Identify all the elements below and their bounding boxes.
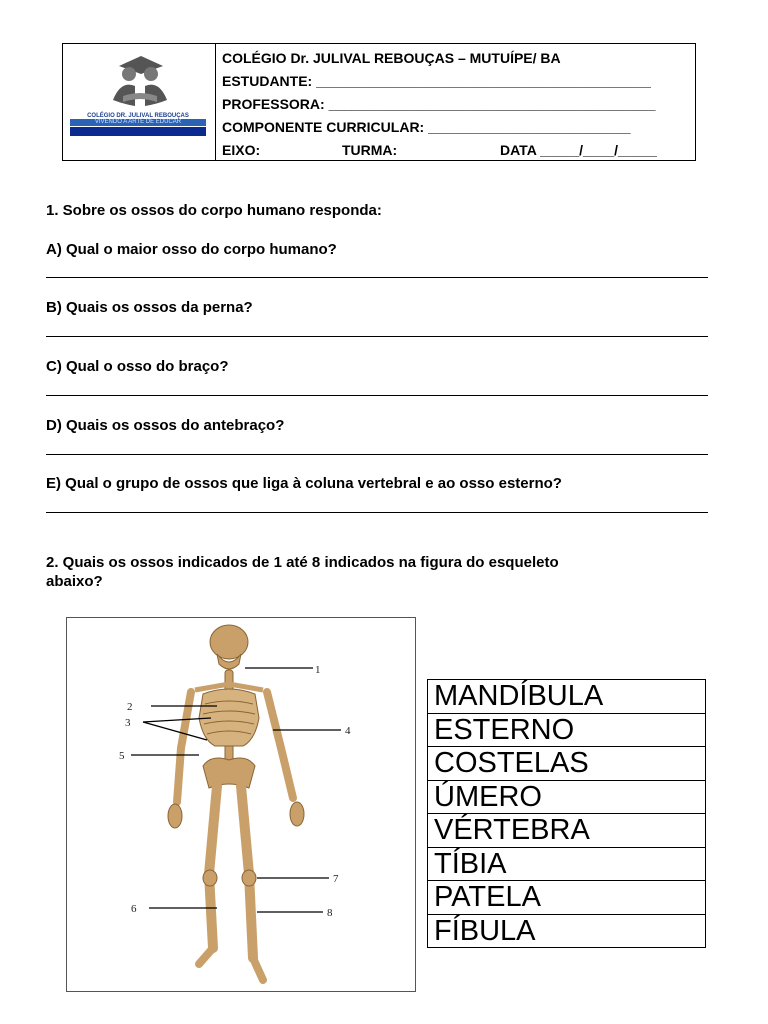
teacher-field[interactable]: PROFESSORA: __________________________________________ [222,96,656,112]
word-bank-item: COSTELAS [428,747,706,781]
word-bank-table [427,679,706,948]
logo-school-name: COLÉGIO DR. JULIVAL REBOUÇAS [87,113,189,119]
logo-band [70,113,206,135]
logo-stripe [70,127,206,136]
question-c: C) Qual o osso do braço? [46,358,229,375]
word-bank-row [428,680,706,714]
figure-label-7: 7 [333,873,339,885]
question-b: B) Quais os ossos da perna? [46,299,253,316]
header-table [62,43,696,161]
word-bank-item: ESTERNO [428,713,706,747]
figure-label-5: 5 [119,750,125,762]
word-bank-item: MANDÍBULA [428,680,706,714]
figure-label-8: 8 [327,907,333,919]
question-1-title: 1. Sobre os ossos do corpo humano responda: [46,202,382,219]
word-bank-item: TÍBIA [428,847,706,881]
question-d: D) Quais os ossos do antebraço? [46,417,285,434]
logo-motto: VIVENDO A ARTE DE EDUCAR [70,119,206,126]
word-bank-item: FÍBULA [428,914,706,948]
figure-label-3: 3 [125,717,131,729]
eixo-field[interactable]: EIXO: [222,142,261,158]
word-bank-row [428,881,706,915]
figure-label-6: 6 [131,903,137,915]
student-field[interactable]: ESTUDANTE: ___________________________________________ [222,73,651,89]
answer-line-b[interactable] [46,336,708,337]
turma-field[interactable]: TURMA: [342,142,398,158]
skeleton-illustration [67,618,417,993]
subject-field[interactable]: COMPONENTE CURRICULAR: __________________________ [222,119,631,135]
school-logo-icon [63,52,215,122]
figure-label-4: 4 [345,725,351,737]
word-bank-item: PATELA [428,881,706,915]
figure-label-2: 2 [127,701,133,713]
question-2-line1: 2. Quais os ossos indicados de 1 até 8 indicados na figura do esqueleto [46,554,559,571]
date-field[interactable]: DATA _____/____/_____ [500,142,657,158]
word-bank-row [428,914,706,948]
school-title: COLÉGIO Dr. JULIVAL REBOUÇAS – MUTUÍPE/ BA [222,50,561,66]
word-bank-item: ÚMERO [428,780,706,814]
word-bank-row [428,747,706,781]
header-info [216,44,695,160]
word-bank-row [428,847,706,881]
word-bank-row [428,814,706,848]
eixo-turma-data-row [222,139,695,162]
answer-line-e[interactable] [46,512,708,513]
figure-label-1: 1 [315,664,321,676]
word-bank-row [428,780,706,814]
answer-line-a[interactable] [46,277,708,278]
answer-line-c[interactable] [46,395,708,396]
skeleton-figure [66,617,416,992]
question-e: E) Qual o grupo de ossos que liga à coluna vertebral e ao osso esterno? [46,475,562,492]
word-bank-row [428,713,706,747]
question-a: A) Qual o maior osso do corpo humano? [46,241,337,258]
word-bank-item: VÉRTEBRA [428,814,706,848]
school-logo-cell [63,44,216,160]
skeleton-bones [168,625,304,980]
answer-line-d[interactable] [46,454,708,455]
question-2-line2: abaixo? [46,573,103,590]
